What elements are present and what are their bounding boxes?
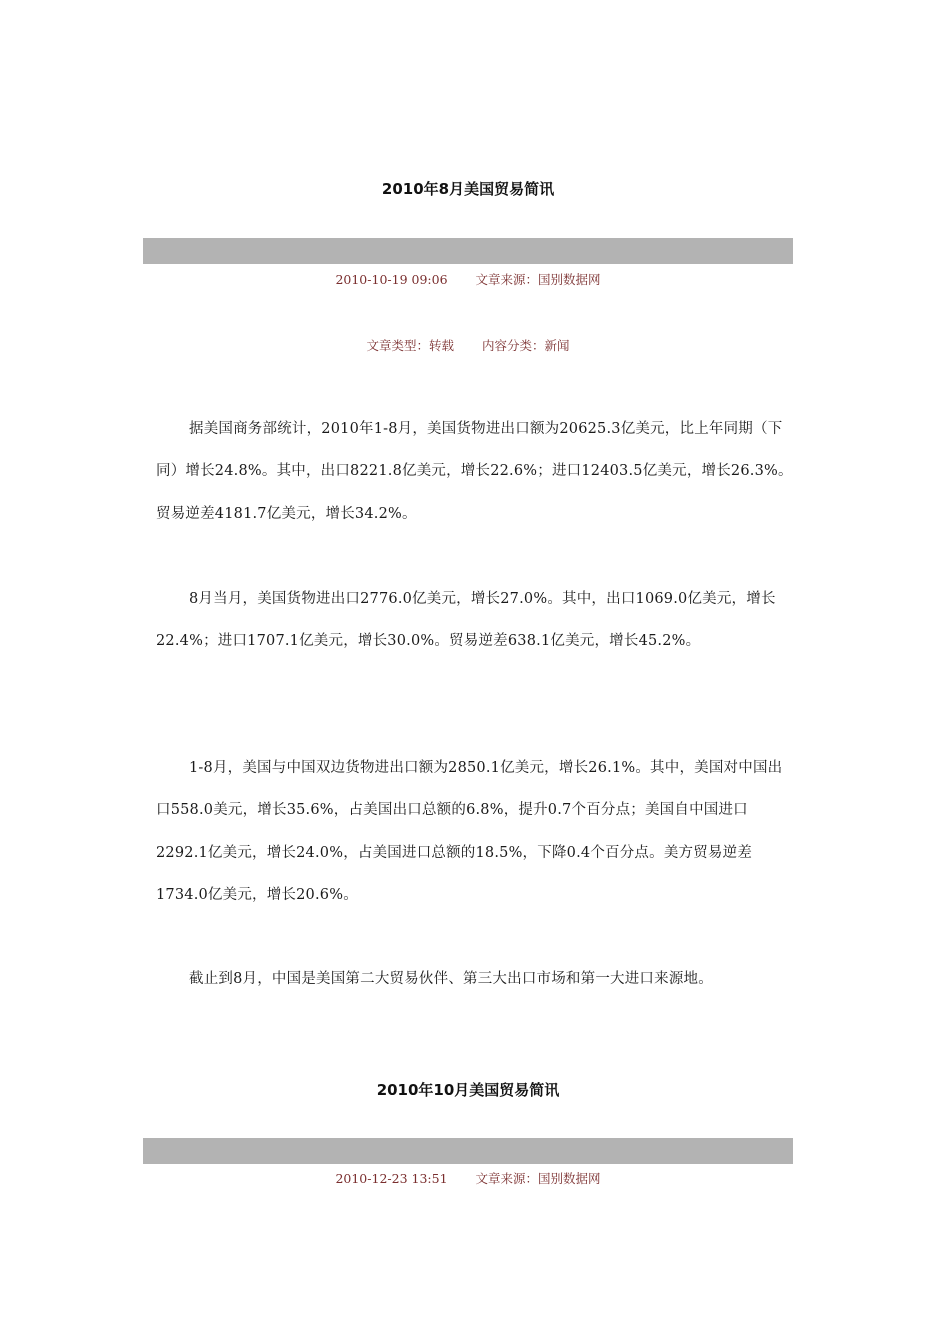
article-source: 文章来源：国别数据网: [475, 1171, 601, 1186]
article-paragraph: 截止到8月，中国是美国第二大贸易伙伴、第三大出口市场和第一大进口来源地。: [189, 971, 713, 987]
publish-datetime: 2010-12-23 13:51: [335, 1171, 448, 1186]
article-paragraph: 据美国商务部统计，2010年1-8月，美国货物进出口额为20625.3亿美元，比上年同期（下同）增长24.8%。其中，出口8221.8亿美元，增长22.6%；进口12403.5亿美元，增长26.3%。贸易逆差4181.7亿美元，增长34.2%。: [156, 421, 793, 522]
article-title: 2010年8月美国贸易简讯: [381, 180, 555, 198]
article-type: 文章类型：转载: [366, 338, 454, 353]
article-title: 2010年10月美国贸易简讯: [376, 1081, 560, 1099]
article-classification-line: [143, 336, 793, 354]
article-paragraph: 8月当月，美国货物进出口2776.0亿美元，增长27.0%。其中，出口1069.0亿美元，增长22.4%；进口1707.1亿美元，增长30.0%。贸易逆差638.1亿美元，增长45.2%。: [156, 591, 776, 650]
publish-datetime: 2010-10-19 09:06: [335, 272, 448, 287]
article-source: 文章来源：国别数据网: [475, 272, 601, 287]
article-meta-line: [143, 270, 793, 288]
content-category: 内容分类：新闻: [482, 338, 570, 353]
article-meta-line: [143, 1169, 793, 1187]
article-paragraph: 1-8月，美国与中国双边货物进出口额为2850.1亿美元，增长26.1%。其中，美国对中国出口558.0美元，增长35.6%，占美国出口总额的6.8%，提升0.7个百分点；美国自中国进口2292.1亿美元，增长24.0%，占美国进口总额的18.5%，下降0.4个百分点。美方贸易逆差1734.0亿美元，增长20.6%。: [156, 760, 783, 903]
title-divider-bar: [143, 238, 793, 264]
title-divider-bar: [143, 1138, 793, 1164]
